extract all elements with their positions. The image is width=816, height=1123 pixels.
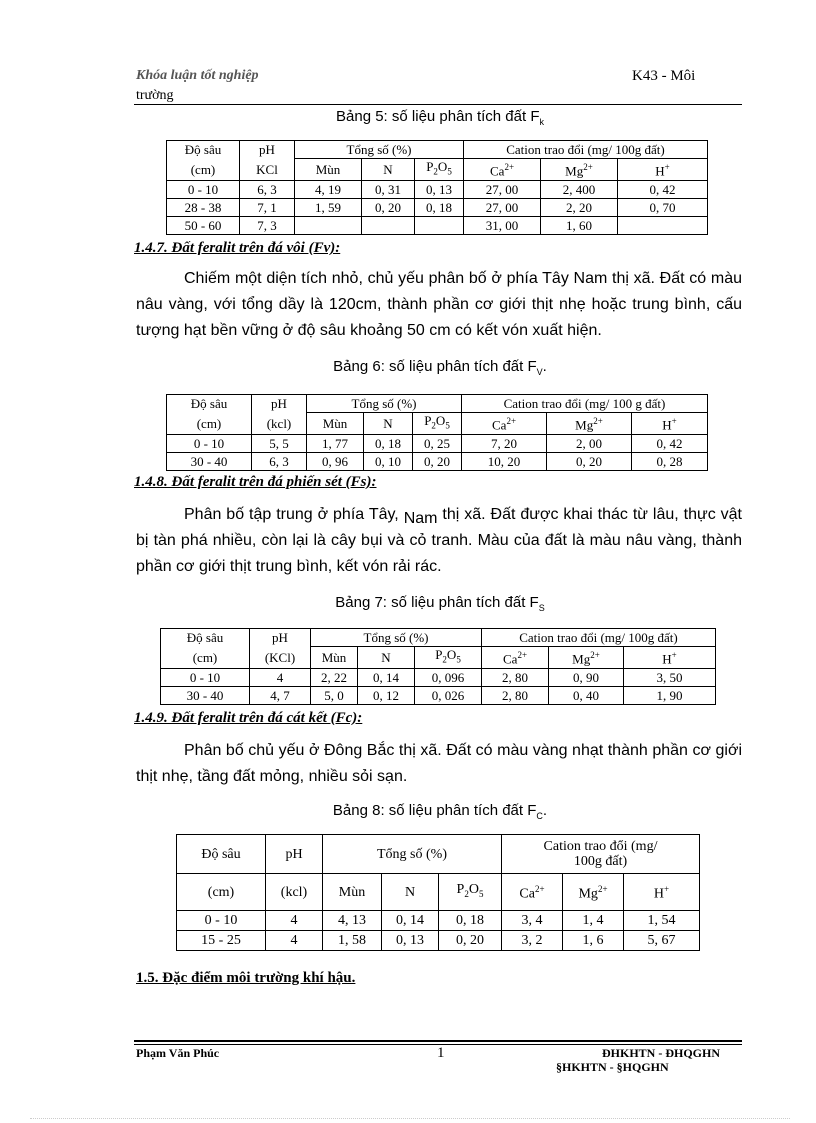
table-row: [161, 668, 716, 686]
col-mg: $Mg^{2+}$: [541, 159, 618, 181]
cell: 0, 18: [364, 434, 413, 452]
cell: 0, 13: [382, 931, 439, 951]
cell: 6, 3: [240, 180, 295, 198]
cell: 0, 40: [549, 686, 624, 704]
table6: [166, 394, 708, 471]
cell: [618, 216, 708, 234]
cell: 5, 0: [311, 686, 358, 704]
cell: 2, 00: [547, 434, 632, 452]
table6-caption: Bảng 6: số liệu phân tích đất $F_V$.: [333, 358, 547, 377]
col-p2o5: $P_2O_5$: [415, 647, 482, 669]
cell: 0, 42: [632, 434, 708, 452]
section-heading-148: 1.4.8. Đất feralit trên đá phiến sét (Fs):: [134, 474, 377, 490]
page-edge: [30, 1118, 790, 1119]
paragraph-149: Phân bố chủ yếu ở Đông Bắc thị xã. Đất có màu vàng nhạt thành phần cơ giới thịt nhẹ, tầng đất mỏng, nhiều sỏi sạn.: [136, 742, 742, 785]
cell: 2, 20: [541, 198, 618, 216]
cell: 0 - 10: [167, 434, 252, 452]
table-row: [167, 434, 708, 452]
col-cation-header: Cation trao đổi (mg/ 100g đất): [464, 141, 708, 159]
cell: 50 - 60: [167, 216, 240, 234]
col-ph-unit: (kcl): [252, 413, 307, 435]
col-depth-unit: (cm): [167, 159, 240, 181]
cell: 4: [266, 911, 323, 931]
cell: 0, 28: [632, 452, 708, 470]
col-h: H+: [632, 413, 708, 435]
cell: [295, 216, 362, 234]
col-cation-header: Cation trao đổi (mg/ 100g đất): [502, 835, 700, 874]
footer-university-alt: §HKHTN - §HQGHN: [556, 1060, 669, 1074]
col-h: H+: [624, 647, 716, 669]
col-mg: $Mg^{2+}$: [547, 413, 632, 435]
cell: 2, 80: [482, 686, 549, 704]
table7-caption: Bảng 7: số liệu phân tích đất $F_S$: [335, 594, 545, 613]
col-total-header: Tổng số (%): [323, 835, 502, 874]
col-depth-header: Độ sâu: [167, 395, 252, 413]
col-mun: Mùn: [307, 413, 364, 435]
col-n: N: [382, 874, 439, 911]
table7: [160, 628, 716, 705]
table-row: [167, 180, 708, 198]
cell: 0 - 10: [161, 668, 250, 686]
table8: [176, 834, 700, 951]
section-heading-149: 1.4.9. Đất feralit trên đá cát kết (Fc):: [134, 710, 363, 726]
cell: 1, 77: [307, 434, 364, 452]
cell: 4: [250, 668, 311, 686]
cell: 3, 4: [502, 911, 563, 931]
col-h: H+: [624, 874, 700, 911]
header-title-cont: trường: [136, 88, 174, 103]
col-total-header: Tổng số (%): [295, 141, 464, 159]
footer-rule: [134, 1040, 742, 1042]
col-h: H+: [618, 159, 708, 181]
col-ca: $Ca^{2+}$: [462, 413, 547, 435]
table-row: [167, 452, 708, 470]
footer-university: ĐHKHTN - ĐHQGHN: [602, 1046, 721, 1060]
col-p2o5: $P_2O_5$: [413, 413, 462, 435]
col-ph-unit: (kcl): [266, 874, 323, 911]
col-ca: $Ca^{2+}$: [464, 159, 541, 181]
cell: 0 - 10: [167, 180, 240, 198]
cell: 0, 12: [358, 686, 415, 704]
table-row: [167, 198, 708, 216]
col-ph-header: pH: [250, 629, 311, 647]
col-cation-header: Cation trao đổi (mg/ 100g đất): [482, 629, 716, 647]
col-cation-header: Cation trao đổi (mg/ 100 g đất): [462, 395, 708, 413]
table-row: [161, 686, 716, 704]
cell: 1, 58: [323, 931, 382, 951]
col-total-header: Tổng số (%): [311, 629, 482, 647]
cell: 28 - 38: [167, 198, 240, 216]
col-ph-header: pH: [240, 141, 295, 159]
section-heading-15: 1.5. Đặc điểm môi trường khí hậu.: [136, 970, 356, 986]
cell: 2, 80: [482, 668, 549, 686]
page-number: 1: [437, 1045, 445, 1061]
cell: 0, 31: [362, 180, 415, 198]
cell: 4, 19: [295, 180, 362, 198]
cell: 0, 14: [358, 668, 415, 686]
cell: 30 - 40: [167, 452, 252, 470]
cell: [362, 216, 415, 234]
col-depth-header: Độ sâu: [167, 141, 240, 159]
cell: 0, 42: [618, 180, 708, 198]
cell: [415, 216, 464, 234]
col-ph-unit: KCl: [240, 159, 295, 181]
cell: 3, 2: [502, 931, 563, 951]
col-p2o5: $P_2O_5$: [415, 159, 464, 181]
table-row: [177, 911, 700, 931]
footer-author: Phạm Văn Phúc: [136, 1046, 220, 1060]
cell: 0, 026: [415, 686, 482, 704]
col-ca: $Ca^{2+}$: [502, 874, 563, 911]
col-ca: $Ca^{2+}$: [482, 647, 549, 669]
cell: 4, 13: [323, 911, 382, 931]
col-n: N: [364, 413, 413, 435]
cell: 0, 20: [547, 452, 632, 470]
col-depth-unit: (cm): [161, 647, 250, 669]
col-ph-header: pH: [252, 395, 307, 413]
cell: 7, 20: [462, 434, 547, 452]
table-row: [177, 931, 700, 951]
col-depth-unit: (cm): [177, 874, 266, 911]
cell: 0, 20: [362, 198, 415, 216]
col-depth-header: Độ sâu: [177, 835, 266, 874]
cell: 1, 60: [541, 216, 618, 234]
table5-caption: Bảng 5: số liệu phân tích đất $F_k$: [336, 108, 544, 127]
cell: 0, 20: [413, 452, 462, 470]
cell: 0, 70: [618, 198, 708, 216]
header-course: K43 - Môi: [632, 68, 696, 84]
table8-caption: Bảng 8: số liệu phân tích đất $F_C$.: [332, 802, 548, 821]
cell: 0, 90: [549, 668, 624, 686]
col-p2o5: $P_2O_5$: [439, 874, 502, 911]
cell: 2, 400: [541, 180, 618, 198]
cell: 1, 4: [563, 911, 624, 931]
col-depth-unit: (cm): [167, 413, 252, 435]
col-mun: Mùn: [311, 647, 358, 669]
cell: 7, 3: [240, 216, 295, 234]
header-rule: [134, 104, 742, 105]
col-n: N: [362, 159, 415, 181]
cell: 5, 5: [252, 434, 307, 452]
cell: 1, 54: [624, 911, 700, 931]
col-ph-unit: (KCl): [250, 647, 311, 669]
col-ph-header: pH: [266, 835, 323, 874]
col-n: N: [358, 647, 415, 669]
table5: [166, 140, 708, 235]
cell: 4, 7: [250, 686, 311, 704]
col-mg: $Mg^{2+}$: [563, 874, 624, 911]
col-depth-header: Độ sâu: [161, 629, 250, 647]
cell: 4: [266, 931, 323, 951]
cell: 27, 00: [464, 180, 541, 198]
col-mun: Mùn: [323, 874, 382, 911]
cell: 1, 90: [624, 686, 716, 704]
cell: 0, 96: [307, 452, 364, 470]
cell: 1, 6: [563, 931, 624, 951]
cell: 0, 18: [415, 198, 464, 216]
cell: 15 - 25: [177, 931, 266, 951]
cell: 0, 20: [439, 931, 502, 951]
col-mg: $Mg^{2+}$: [549, 647, 624, 669]
cell: 27, 00: [464, 198, 541, 216]
cell: 30 - 40: [161, 686, 250, 704]
cell: 0, 096: [415, 668, 482, 686]
section-heading-147: 1.4.7. Đất feralit trên đá vôi (Fv):: [134, 240, 341, 256]
header-title: Khóa luận tốt nghiệp: [136, 68, 259, 83]
cell: 0, 14: [382, 911, 439, 931]
cell: 10, 20: [462, 452, 547, 470]
paragraph-147: Chiếm một diện tích nhỏ, chủ yếu phân bố ở phía Tây Nam thị xã. Đất có màu nâu vàng, với tổng dầy là 120cm, thành phần cơ giới thịt nhẹ hoặc trung bình, cấu tượng hạt bền vững ở độ sâu khoảng 50 cm có kết vón xuất hiện.: [136, 270, 742, 339]
cell: 2, 22: [311, 668, 358, 686]
cell: 6, 3: [252, 452, 307, 470]
paragraph-148: Phân bố tập trung ở phía Tây, Nam thị xã. Đất được khai thác từ lâu, thực vật bị tàn phá nhiều, còn lại là cây bụi và cỏ tranh. Màu của đất là màu nâu vàng, thành phần cơ giới thịt trung bình, kết vón rải rác.: [136, 506, 742, 575]
table-row: [167, 216, 708, 234]
col-mun: Mùn: [295, 159, 362, 181]
cell: 0, 13: [415, 180, 464, 198]
cell: 3, 50: [624, 668, 716, 686]
cell: 0, 18: [439, 911, 502, 931]
cell: 0, 25: [413, 434, 462, 452]
cell: 7, 1: [240, 198, 295, 216]
cell: 0 - 10: [177, 911, 266, 931]
cell: 5, 67: [624, 931, 700, 951]
col-total-header: Tổng số (%): [307, 395, 462, 413]
cell: 1, 59: [295, 198, 362, 216]
cell: 0, 10: [364, 452, 413, 470]
cell: 31, 00: [464, 216, 541, 234]
